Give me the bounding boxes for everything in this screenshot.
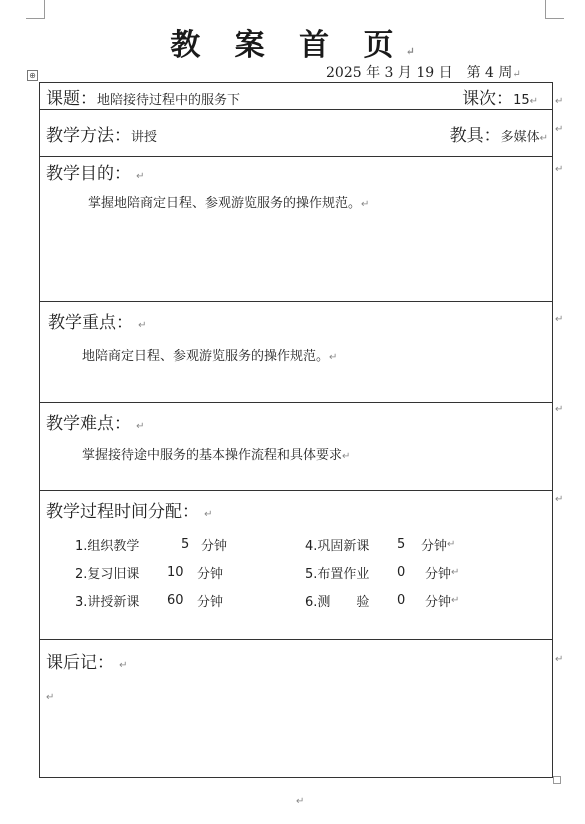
paragraph-mark: ↵ [361,199,370,210]
course-cell[interactable] [40,83,553,110]
schedule-item: 3.讲授新课 60 分钟 [75,592,224,610]
schedule-row [40,491,553,640]
focus-row [40,302,553,403]
paragraph-mark: ↵ [138,320,147,331]
paragraph-mark: ↵ [119,660,128,671]
focus-cell[interactable] [40,302,553,403]
difficulty-cell[interactable] [40,403,553,491]
row-end-mark: ↵ [555,654,564,665]
lesson-count-value: 15 [513,92,530,108]
schedule-cell[interactable] [40,491,553,640]
difficulty-label: 教学难点： [46,414,131,434]
page-title: 教 案 首 页↵ [170,28,415,63]
paragraph-mark: ↵ [329,352,338,363]
lesson-plan-table [39,82,553,778]
schedule-item: 2.复习旧课 10 分钟 [75,564,224,582]
paragraph-mark: ↵ [539,132,548,144]
schedule-item: 6.测 验 0 分钟 ↵ [305,592,460,610]
crop-mark-top-right [545,0,564,19]
focus-text: 地陪商定日程、参观游览服务的操作规范。 [82,349,330,364]
course-label: 课题： [46,88,97,109]
difficulty-text: 掌握接待途中服务的基本操作流程和具体要求 [82,448,343,463]
method-value: 讲授 [131,129,158,145]
teaching-aid-value: 多媒体 [500,129,540,145]
schedule-item: 5.布置作业 0 分钟 ↵ [305,564,460,582]
notes-label: 课后记： [46,653,114,673]
difficulty-row [40,403,553,491]
paragraph-mark: ↵ [342,451,351,462]
paragraph-mark: ↵ [136,171,145,182]
paragraph-mark: ↵ [296,796,305,807]
course-value: 地陪接待过程中的服务下 [97,92,241,108]
paragraph-mark: ↵ [405,45,415,58]
schedule-label: 教学过程时间分配： [46,502,199,522]
course-row [40,83,553,110]
row-end-mark: ↵ [555,96,564,107]
notes-cell[interactable] [40,640,553,778]
paragraph-mark: ↵ [529,95,538,107]
method-label: 教学方法： [46,125,131,146]
lesson-count-label: 课次： [462,88,514,109]
row-end-mark: ↵ [555,124,564,135]
paragraph-mark: ↵ [46,692,55,703]
date-line: 2025 年 3 月 19 日 第 4 周↵ [326,65,521,81]
row-end-mark: ↵ [555,164,564,175]
goal-cell[interactable] [40,157,553,302]
goal-label: 教学目的： [46,164,131,184]
goal-row [40,157,553,302]
crop-mark-top-left [26,0,45,19]
method-row [40,110,553,157]
method-cell[interactable] [40,110,553,157]
goal-text: 掌握地陪商定日程、参观游览服务的操作规范。 [88,196,362,211]
paragraph-mark: ↵ [512,69,521,80]
teaching-aid-label: 教具： [449,125,501,146]
focus-label: 教学重点： [48,313,133,333]
notes-row [40,640,553,778]
row-end-mark: ↵ [555,494,564,505]
row-end-mark: ↵ [555,314,564,325]
paragraph-mark: ↵ [204,509,213,520]
row-end-mark: ↵ [555,404,564,415]
table-resize-handle-icon[interactable] [553,776,561,784]
schedule-item: 1.组织教学 5 分钟 [75,536,228,554]
table-move-handle-icon[interactable]: ⊕ [27,70,38,81]
schedule-item: 4.巩固新课 5 分钟 ↵ [305,536,456,554]
paragraph-mark: ↵ [136,421,145,432]
